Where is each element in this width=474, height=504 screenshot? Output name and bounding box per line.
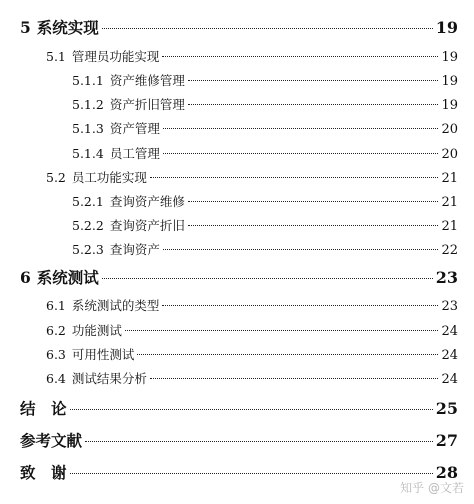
- toc-entry-page: 19: [441, 74, 458, 89]
- toc-entry-number: 5.1.1: [72, 73, 104, 88]
- toc-entry-number: 6.4: [46, 371, 66, 386]
- toc-entry-title: 查询资产折旧: [109, 218, 185, 233]
- toc-entry-title: 管理员功能实现: [71, 49, 160, 64]
- toc-entry-page: 27: [435, 431, 458, 450]
- dotted-leader: [137, 354, 438, 355]
- toc-entry[interactable]: [46, 296, 458, 314]
- dotted-leader: [188, 225, 439, 226]
- toc-entry-title: 查询资产维修: [109, 194, 185, 209]
- toc-entry-number: 5.1.3: [72, 121, 104, 136]
- toc-entry[interactable]: [72, 216, 458, 234]
- toc-entry-title: 员工功能实现: [71, 170, 147, 185]
- dotted-leader: [102, 28, 433, 29]
- toc-entry-number: 5.2.2: [72, 218, 104, 233]
- dotted-leader: [188, 80, 439, 81]
- toc-entry-number: 5: [20, 18, 31, 37]
- watermark: 知乎 @文若: [400, 481, 464, 495]
- toc-entry[interactable]: [46, 321, 458, 339]
- toc-entry-number: 6.3: [46, 347, 66, 362]
- toc-entry[interactable]: [46, 369, 458, 387]
- dotted-leader: [150, 378, 439, 379]
- toc-entry-page: 23: [435, 268, 458, 287]
- toc-entry-page: 23: [441, 299, 458, 314]
- toc-entry-page: 19: [435, 18, 458, 37]
- toc-entry-title: 查询资产: [109, 242, 160, 257]
- toc-entry-title: 资产管理: [109, 121, 160, 136]
- toc-entry-title: 可用性测试: [71, 347, 135, 362]
- dotted-leader: [163, 153, 439, 154]
- dotted-leader: [162, 56, 438, 57]
- toc-entry-number: 5.1.2: [72, 97, 104, 112]
- toc-entry-title: 测试结果分析: [71, 371, 147, 386]
- toc-entry-page: 21: [441, 171, 458, 186]
- toc-entry[interactable]: [20, 429, 458, 451]
- toc-entry-number: 6: [20, 268, 31, 287]
- toc-entry-number: 6.2: [46, 323, 66, 338]
- toc-entry-number: 5.1.4: [72, 146, 104, 161]
- toc-entry[interactable]: [72, 144, 458, 162]
- toc-entry-page: 19: [441, 98, 458, 113]
- toc-entry[interactable]: [72, 71, 458, 89]
- toc-entry[interactable]: [20, 16, 458, 38]
- toc-entry[interactable]: [72, 192, 458, 210]
- toc-entry-title: 资产维修管理: [109, 73, 185, 88]
- dotted-leader: [85, 441, 433, 442]
- dotted-leader: [162, 305, 438, 306]
- toc-entry-number: 6.1: [46, 298, 66, 313]
- toc-entry-title: 员工管理: [109, 146, 160, 161]
- toc-entry-title: 结 论: [20, 400, 67, 418]
- toc-entry-page: 24: [441, 324, 458, 339]
- toc-entry-page: 22: [441, 243, 458, 258]
- toc-entry-title: 系统测试: [36, 269, 99, 287]
- dotted-leader: [70, 473, 433, 474]
- toc-entry-number: 5.1: [46, 49, 66, 64]
- toc-entry-page: 24: [441, 348, 458, 363]
- toc-entry-title: 系统实现: [36, 19, 99, 37]
- toc-entry[interactable]: [20, 461, 458, 483]
- toc-entry-page: 20: [441, 122, 458, 137]
- dotted-leader: [163, 128, 439, 129]
- toc-entry-title: 功能测试: [71, 323, 122, 338]
- toc-entry-title: 参考文献: [20, 432, 83, 450]
- toc-entry[interactable]: [72, 240, 458, 258]
- dotted-leader: [70, 409, 433, 410]
- toc-entry-page: 25: [435, 399, 458, 418]
- toc-entry-page: 28: [435, 463, 458, 482]
- toc-entry-page: 19: [441, 50, 458, 65]
- toc-entry[interactable]: [46, 47, 458, 65]
- dotted-leader: [150, 177, 439, 178]
- dotted-leader: [102, 278, 433, 279]
- toc-entry[interactable]: [46, 345, 458, 363]
- toc-entry-title: 系统测试的类型: [71, 298, 160, 313]
- dotted-leader: [188, 201, 439, 202]
- toc-entry-page: 24: [441, 372, 458, 387]
- toc-entry[interactable]: [72, 119, 458, 137]
- toc-entry-page: 21: [441, 195, 458, 210]
- dotted-leader: [125, 330, 439, 331]
- toc-entry[interactable]: [20, 397, 458, 419]
- dotted-leader: [188, 104, 439, 105]
- toc-entry[interactable]: [20, 266, 458, 288]
- toc-entry[interactable]: [46, 168, 458, 186]
- toc-entry-page: 20: [441, 147, 458, 162]
- toc-entry-title: 资产折旧管理: [109, 97, 185, 112]
- toc-entry-number: 5.2: [46, 170, 66, 185]
- toc-entry[interactable]: [72, 95, 458, 113]
- toc-entry-number: 5.2.1: [72, 194, 104, 209]
- toc-entry-page: 21: [441, 219, 458, 234]
- toc-entry-title: 致 谢: [20, 464, 67, 482]
- toc-entry-number: 5.2.3: [72, 242, 104, 257]
- dotted-leader: [163, 249, 439, 250]
